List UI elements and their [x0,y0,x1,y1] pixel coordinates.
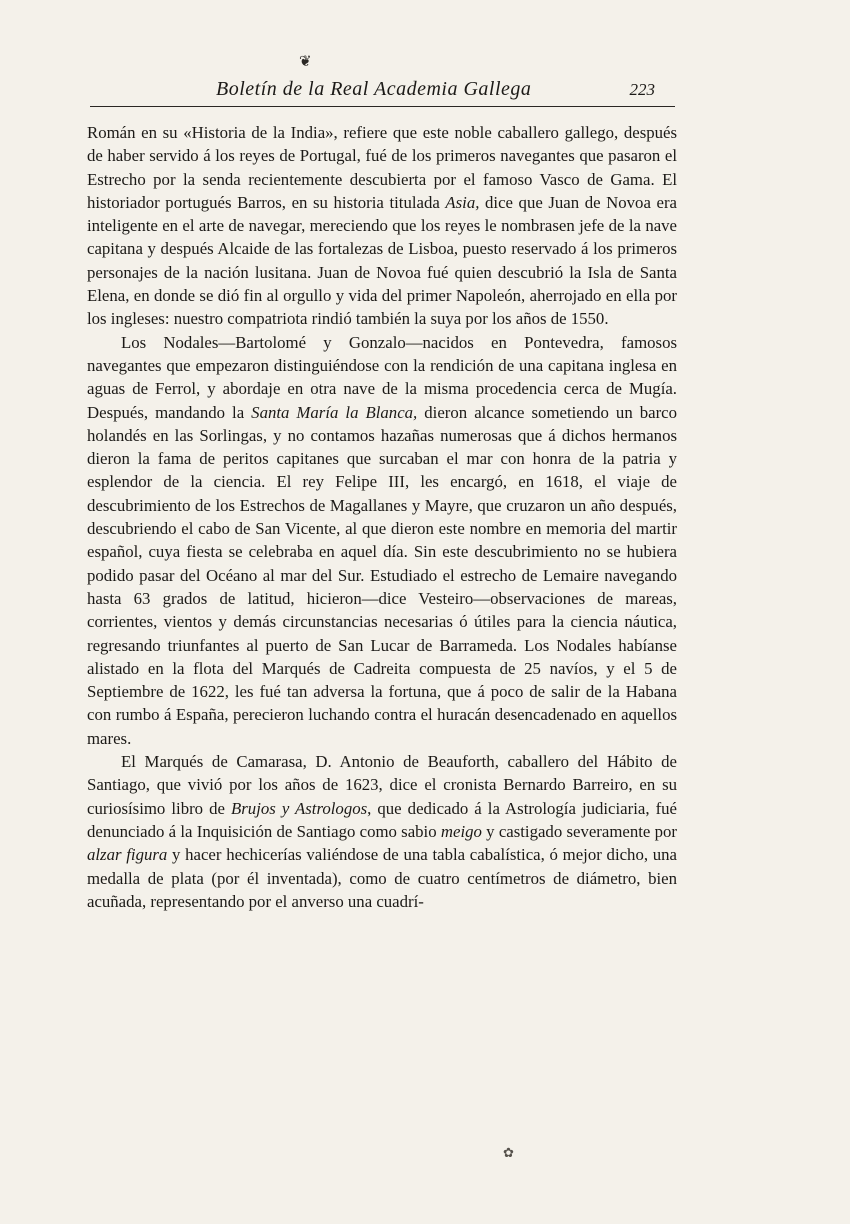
paragraph [87,331,677,750]
italic-text: meigo [440,821,482,841]
text-run: Román en su «Historia de la India», refiere que este noble caballero gallego, después de haber servido á los reyes de Portugal, fué de los primeros navegantes que pasaron el Estrecho por la senda recientemente descubierta por el famoso Vasco de Gama. El historiador portugués Barros, en su historia titulada [87,123,677,212]
text-run: El Marqués de Camarasa, D. Antonio de Beauforth, caballero del Hábito de Santiago, que vivió por los años de 1623, dice el cronista Bernardo Barreiro, en su curiosísimo libro de [87,752,677,818]
running-header [90,74,675,107]
text-run: dice que Juan de Novoa era inteligente en el arte de navegar, mereciendo que los reyes le nombrasen jefe de la nave capitana y después Alcaide de las fortalezas de Lisboa, puesto reservado á los primeros personajes de la nación lusitana. Juan de Novoa fué quien descubrió la Isla de Santa Elena, en donde se dió fin al orgullo y vida del primer Napoleón, aherrojado en ella por los ingleses: nuestro compatriota rindió también la suya por los años de 1550. [87,192,677,329]
text-run: y hacer hechicerías valiéndose de una tabla cabalística, ó mejor dicho, una medalla de plata (por él inventada), como de cuatro centímetros de diámetro, bien acuñada, representando por el anverso una cuadrí- [87,845,678,911]
italic-text: Brujos y Astrologos [231,798,368,818]
text-run: Los Nodales—Bartolomé y Gonzalo—nacidos en Pontevedra, famosos navegantes que empezaron distinguiéndose con la rendición de una capitana inglesa en aguas de Ferrol, y abordaje en otra nave de la misma procedencia cerca de Mugía. Después, mandando la [87,332,677,422]
running-title: Boletín de la Real Academia Gallega [216,78,532,100]
page-number: 223 [629,80,655,99]
bottom-ornament: ✿ [503,1146,514,1161]
paragraph [87,750,677,913]
text-run: , que dedicado á la Astrología judiciaria, fué denunciado á la Inquisición de Santiago como sabio [87,798,677,841]
text-run: dieron alcance sometiendo un barco holandés en las Sorlingas, y no contamos hazañas numerosas que á dichos hermanos dieron la fama de peritos capitanes que surcaban el mar con honra de la patria y esplendor de la ciencia. El rey Felipe III, les encargó, en 1618, el viaje de descubrimiento de los Estrechos de Magallanes y Mayre, que cruzaron un año después, descubriendo el cabo de San Vicente, al que dieron este nombre en memoria del martir español, cuya fiesta se celebraba en aquel día. Sin este descubrimiento no se hubiera podido pasar del Océano al mar del Sur. Estudiado el estrecho de Lemaire navegando hasta 63 grados de latitud, hicieron—dice Vesteiro—observaciones de mareas, corrientes, vientos y demás circunstancias necesarias ó útiles para la ciencia náutica, regresando triunfantes al puerto de San Lucar de Barrameda. Los Nodales habíanse alistado en la flota del Marqués de Cadreita compuesta de 25 navíos, y el 5 de Septiembre de 1622, les fué tan adversa la fortuna, que á poco de salir de la Habana con rumbo á España, perecieron luchando contra el huracán desencadenado en aquellos mares. [87,402,678,748]
italic-text: Santa María la Blanca, [251,402,418,422]
italic-text: alzar figura [87,845,168,865]
body-text [87,121,677,913]
paragraph [87,121,677,331]
italic-text: Asia, [445,192,480,212]
text-run: y castigado severamente por [481,821,677,841]
top-ornament: ❦ [299,52,312,70]
